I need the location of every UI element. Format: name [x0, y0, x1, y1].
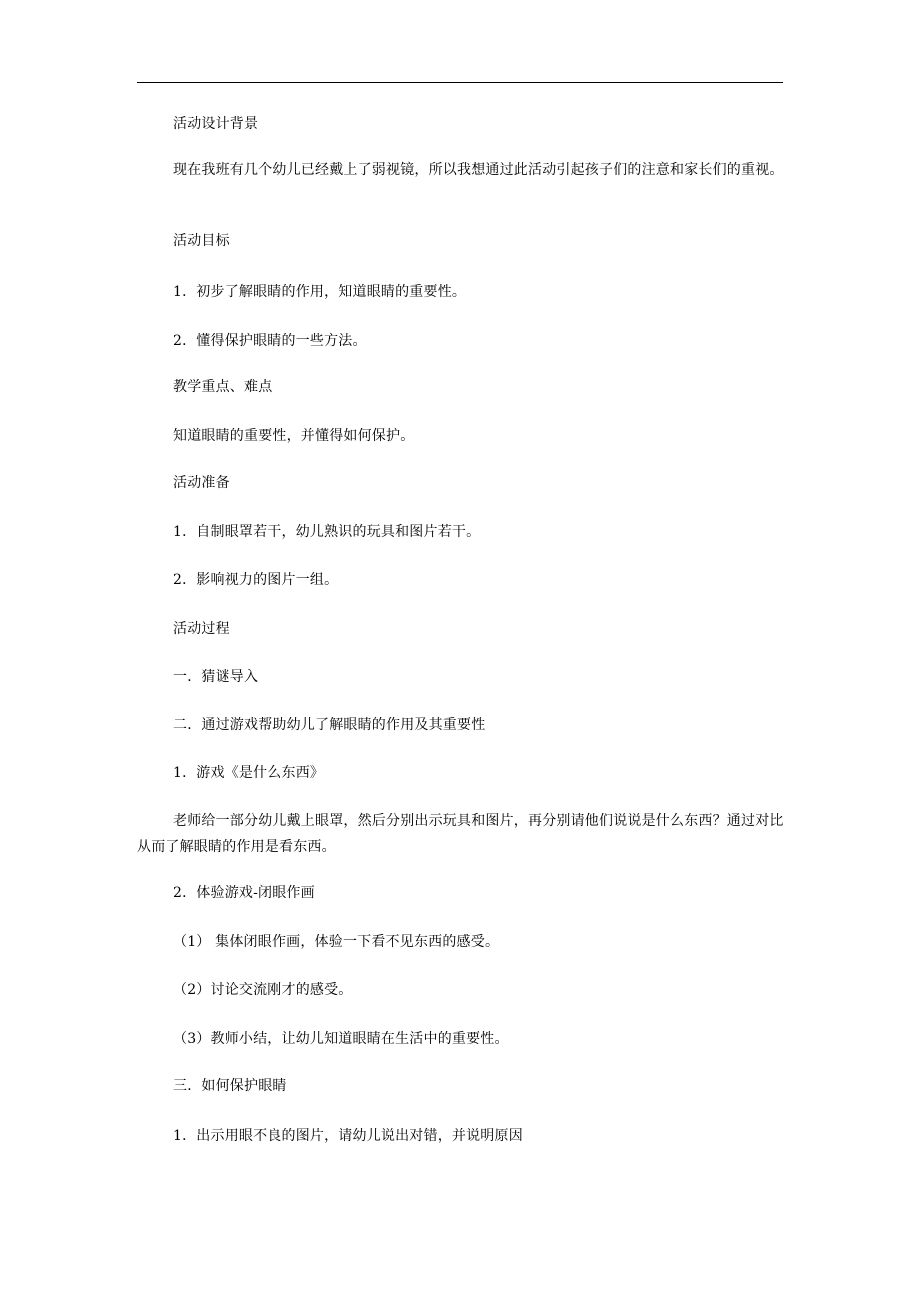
process-step-3: 三．如何保护眼睛	[173, 1078, 287, 1094]
process-substep-2: 2．体验游戏-闭眼作画	[173, 885, 315, 901]
heading-preparation: 活动准备	[173, 475, 230, 491]
drawing-item-2: （2）讨论交流刚才的感受。	[173, 982, 353, 998]
drawing-item-1: （1） 集体闭眼作画，体验一下看不见东西的感受。	[173, 934, 500, 950]
goal-item-2: 2．懂得保护眼睛的一些方法。	[173, 333, 367, 349]
preparation-item-2: 2．影响视力的图片一组。	[173, 572, 339, 588]
process-step-2: 二．通过游戏帮助幼儿了解眼睛的作用及其重要性	[173, 717, 486, 733]
heading-process: 活动过程	[173, 621, 230, 637]
process-step-1: 一．猜谜导入	[173, 669, 259, 685]
header-rule	[137, 82, 783, 83]
protection-item-1: 1．出示用眼不良的图片，请幼儿说出对错，并说明原因	[173, 1128, 523, 1144]
paragraph-key-points: 知道眼睛的重要性，并懂得如何保护。	[173, 428, 415, 444]
preparation-item-1: 1．自制眼罩若干，幼儿熟识的玩具和图片若干。	[173, 524, 481, 540]
heading-background: 活动设计背景	[173, 116, 259, 132]
heading-key-points: 教学重点、难点	[173, 379, 273, 395]
drawing-item-3: （3）教师小结，让幼儿知道眼睛在生活中的重要性。	[173, 1031, 509, 1047]
heading-goals: 活动目标	[173, 233, 230, 249]
paragraph-background: 现在我班有几个幼儿已经戴上了弱视镜，所以我想通过此活动引起孩子们的注意和家长们的重视。	[173, 162, 784, 178]
goal-item-1: 1．初步了解眼睛的作用，知道眼睛的重要性。	[173, 284, 467, 300]
process-substep-1: 1．游戏《是什么东西》	[173, 765, 325, 781]
paragraph-game-description: 老师给一部分幼儿戴上眼罩，然后分别出示玩具和图片，再分别请他们说说是什么东西？通过对比从而了解眼睛的作用是看东西。	[137, 813, 784, 855]
